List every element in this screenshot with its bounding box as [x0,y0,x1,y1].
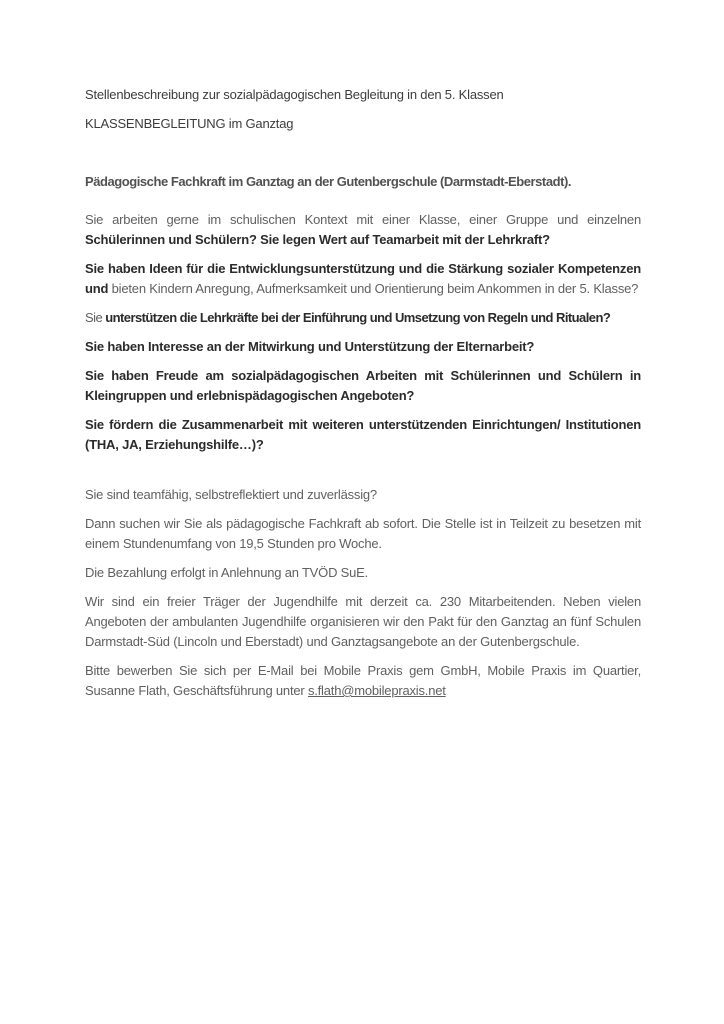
para-einrichtungen-question: Sie fördern die Zusammenarbeit mit weiteren unterstützenden Einrichtungen/ Institutionen (THA, JA, Erziehungshilfe…)? [85,417,641,452]
para-entwicklung-question [85,259,641,299]
para-teamfaehig-question: Sie sind teamfähig, selbstreflektiert und zuverlässig? [85,487,377,502]
text-run: bieten Kindern Anregung, Aufmerksamkeit und Orientierung beim Ankommen in der 5. Klasse? [111,281,639,296]
job-title-heading [85,172,641,192]
text-run: Schülerinnen und Schülern? Sie legen Wert auf Teamarbeit mit der Lehrkraft? [85,232,550,247]
para-bezahlung: Die Bezahlung erfolgt in Anlehnung an TVÖD SuE. [85,565,369,580]
para-stelle-details: Dann suchen wir Sie als pädagogische Fachkraft ab sofort. Die Stelle ist in Teilzeit zu besetzen mit einem Stundenumfang von 19,5 Stunden pro Woche. [85,516,641,551]
text-run: Sie arbeiten gerne im schulischen Kontext mit einer Klasse, einer Gruppe und einzelnen [85,212,641,227]
para-regeln-question [85,308,641,328]
email-link[interactable]: s.flath@mobilepraxis.net [307,683,446,698]
text-run: Sie haben Ideen für die Entwicklungsunterstützung und die Stärkung sozialer Kompetenzen und [85,261,641,296]
doc-title-line-1: Stellenbeschreibung zur sozialpädagogischen Begleitung in den 5. Klassen [85,87,504,102]
blank-line [85,143,641,163]
para-traeger-info: Wir sind ein freier Träger der Jugendhilfe mit derzeit ca. 230 Mitarbeitenden. Neben vielen Angeboten der ambulanten Jugendhilfe organisieren wir den Pakt für den Ganztag an fünf Schulen Darmstadt-Süd (Lincoln und Eberstadt) und Ganztagsangebote an der Gutenbergschule. [85,594,641,649]
job-title-text: Pädagogische Fachkraft im Ganztag an der Gutenbergschule (Darmstadt-Eberstadt). [85,174,572,189]
blank-line [85,464,641,476]
text-run: unterstützen die Lehrkräfte bei der Einführung und Umsetzung von Regeln und Ritualen? [105,310,611,325]
text-run: Sie [85,310,106,325]
para-kleingruppen-question: Sie haben Freude am sozialpädagogischen Arbeiten mit Schülerinnen und Schülern in Kleingruppen und erlebnispädagogischen Angeboten? [85,368,641,403]
para-intro-question [85,210,641,250]
doc-title-line-2: KLASSENBEGLEITUNG im Ganztag [85,116,294,131]
para-bewerbung-contact [85,661,641,701]
para-elternarbeit-question: Sie haben Interesse an der Mitwirkung und Unterstützung der Elternarbeit? [85,339,535,354]
text-run: Bitte bewerben Sie sich per E-Mail bei Mobile Praxis gem GmbH, Mobile Praxis im Quartier, Susanne Flath, Geschäftsführung unter [85,663,641,698]
